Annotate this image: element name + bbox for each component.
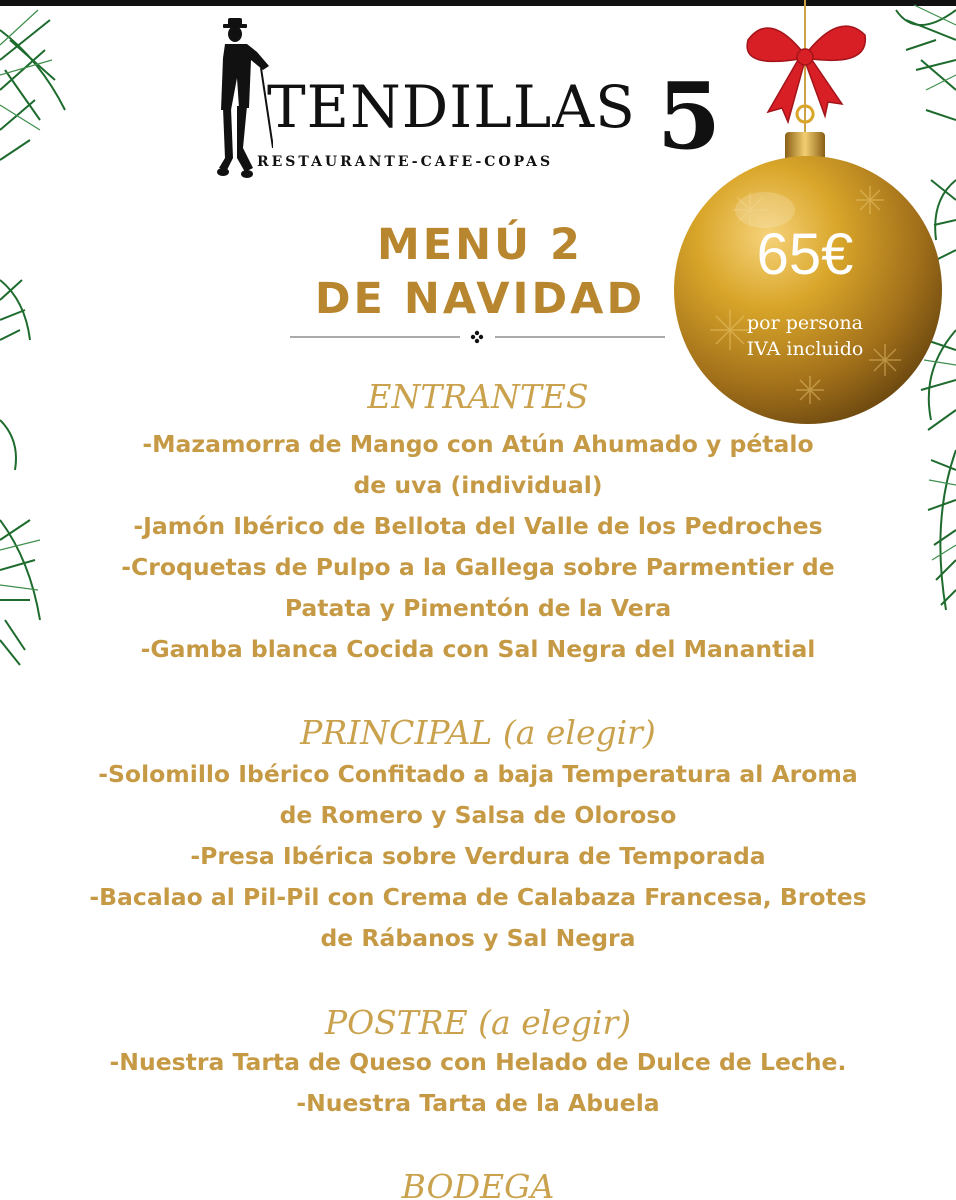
list-item: -Mazamorra de Mango con Atún Ahumado y pétalo [142, 430, 814, 458]
christmas-ornament-icon [670, 0, 950, 430]
list-item: -Bacalao al Pil-Pil con Crema de Calabaza Francesa, Brotes [89, 883, 867, 911]
price-tax-included: IVA incluido [746, 338, 864, 360]
price-amount: 65€ [756, 222, 854, 287]
section-heading-postre: POSTRE (a elegir) [324, 1003, 632, 1042]
entrantes-list [20, 424, 936, 670]
list-item: -Nuestra Tarta de Queso con Helado de Dulce de Leche. [109, 1048, 847, 1076]
list-item: -Jamón Ibérico de Bellota del Valle de los Pedroches [133, 512, 823, 540]
list-item: -Presa Ibérica sobre Verdura de Temporada [190, 842, 766, 870]
price-per-person: por persona [747, 312, 863, 334]
list-item: -Solomillo Ibérico Confitado a baja Temperatura al Aroma [98, 760, 858, 788]
principal-list [20, 754, 936, 959]
menu-title-line-2: DE NAVIDAD [314, 274, 646, 324]
list-item: Patata y Pimentón de la Vera [284, 594, 672, 622]
ornamental-divider-icon [290, 330, 665, 344]
list-item: -Nuestra Tarta de la Abuela [296, 1089, 660, 1117]
list-item: de uva (individual) [353, 471, 603, 499]
section-heading-bodega: BODEGA [401, 1167, 555, 1200]
price-note [715, 310, 895, 362]
postre-list [20, 1042, 936, 1124]
logo-name: TENDILLAS [267, 73, 636, 141]
list-item: -Gamba blanca Cocida con Sal Negra del Manantial [140, 635, 816, 663]
logo-number: 5 [657, 62, 722, 170]
list-item: de Rábanos y Sal Negra [320, 924, 636, 952]
restaurant-logo [205, 18, 745, 188]
logo-tagline: RESTAURANTE-CAFE-COPAS [257, 154, 554, 170]
list-item: de Romero y Salsa de Oloroso [279, 801, 677, 829]
section-heading-principal: PRINCIPAL (a elegir) [300, 713, 656, 752]
section-heading-entrantes: ENTRANTES [367, 377, 589, 416]
menu-title-line-1: MENÚ 2 [377, 220, 583, 270]
menu-title [240, 218, 720, 326]
list-item: -Croquetas de Pulpo a la Gallega sobre Parmentier de [121, 553, 835, 581]
